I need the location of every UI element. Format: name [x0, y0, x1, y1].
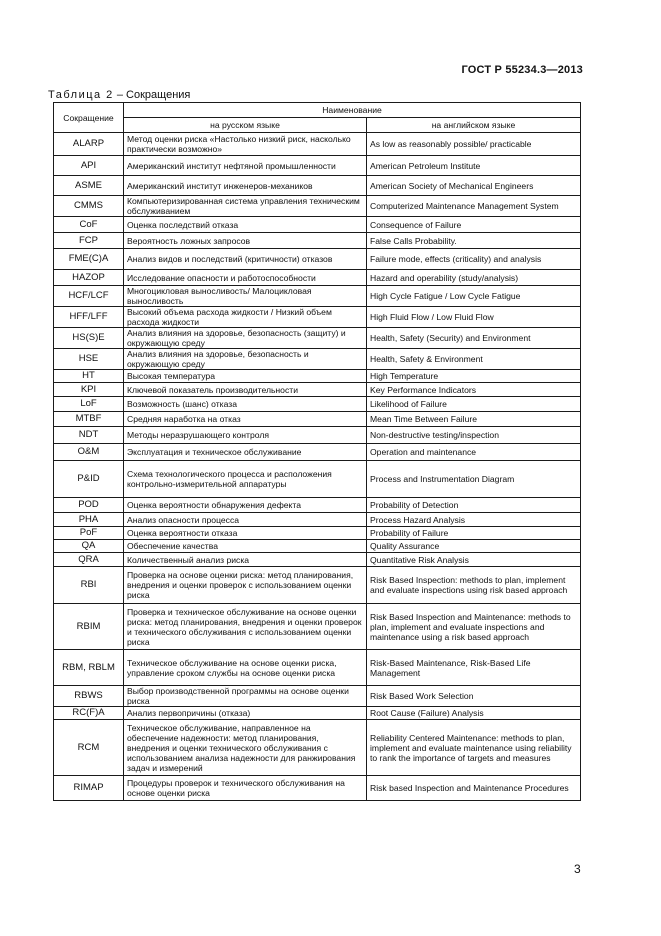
abbreviation-cell: RBIM — [54, 604, 124, 650]
table-row — [54, 176, 581, 196]
table-row — [54, 686, 581, 707]
russian-name-cell: Количественный анализ риска — [124, 553, 367, 567]
english-name-cell: Non-destructive testing/inspection — [367, 427, 581, 444]
header-abbreviation: Сокращение — [54, 103, 124, 133]
table-row — [54, 156, 581, 176]
table-row — [54, 249, 581, 270]
abbreviation-cell: PHA — [54, 513, 124, 527]
russian-name-cell: Проверка на основе оценки риска: метод планирования, внедрения и оценки проверок с использованием оценки риска — [124, 567, 367, 604]
table-caption-label: Таблица 2 — [48, 89, 114, 101]
table-row — [54, 349, 581, 370]
standard-code: ГОСТ Р 55234.3—2013 — [461, 64, 583, 76]
table-row — [54, 133, 581, 156]
english-name-cell: Root Cause (Failure) Analysis — [367, 707, 581, 720]
russian-name-cell: Вероятность ложных запросов — [124, 233, 367, 249]
abbreviation-cell: RBM, RBLM — [54, 650, 124, 686]
table-row — [54, 498, 581, 513]
table-row — [54, 527, 581, 540]
table-row — [54, 650, 581, 686]
table-body — [54, 133, 581, 801]
table-row — [54, 776, 581, 801]
table-row — [54, 553, 581, 567]
abbreviation-cell: O&M — [54, 444, 124, 461]
abbreviation-cell: P&ID — [54, 461, 124, 498]
abbreviation-cell: HAZOP — [54, 270, 124, 286]
english-name-cell: Health, Safety & Environment — [367, 349, 581, 370]
table-row — [54, 513, 581, 527]
russian-name-cell: Техническое обслуживание, направленное на обеспечение надежности: метод планирования, внедрения и оценки технического обслуживания с использованием анализа надежности для ранжирования задач и измерений — [124, 720, 367, 776]
russian-name-cell: Анализ первопричины (отказа) — [124, 707, 367, 720]
abbreviation-cell: HS(S)E — [54, 328, 124, 349]
abbreviation-cell: POD — [54, 498, 124, 513]
english-name-cell: Reliability Centered Maintenance: methods to plan, implement and evaluate maintenance using reliability to rank the importance of targets and measures — [367, 720, 581, 776]
abbreviations-table — [53, 102, 581, 801]
english-name-cell: Mean Time Between Failure — [367, 412, 581, 427]
russian-name-cell: Выбор производственной программы на основе оценки риска — [124, 686, 367, 707]
english-name-cell: Quantitative Risk Analysis — [367, 553, 581, 567]
english-name-cell: Operation and maintenance — [367, 444, 581, 461]
table-row — [54, 233, 581, 249]
russian-name-cell: Эксплуатация и техническое обслуживание — [124, 444, 367, 461]
russian-name-cell: Анализ опасности процесса — [124, 513, 367, 527]
russian-name-cell: Многоцикловая выносливость/ Малоцикловая выносливость — [124, 286, 367, 307]
table-row — [54, 707, 581, 720]
russian-name-cell: Схема технологического процесса и расположения контрольно-измерительной аппаратуры — [124, 461, 367, 498]
english-name-cell: Risk Based Inspection: methods to plan, implement and evaluate inspections using risk based approach — [367, 567, 581, 604]
abbreviation-cell: HSE — [54, 349, 124, 370]
abbreviation-cell: RCM — [54, 720, 124, 776]
russian-name-cell: Метод оценки риска «Настолько низкий риск, насколько практически возможно» — [124, 133, 367, 156]
table-row — [54, 217, 581, 233]
abbreviation-cell: KPI — [54, 383, 124, 397]
table-row — [54, 286, 581, 307]
abbreviation-cell: RC(F)A — [54, 707, 124, 720]
abbreviation-cell: HCF/LCF — [54, 286, 124, 307]
table-caption — [48, 89, 190, 101]
table-row — [54, 540, 581, 553]
abbreviation-cell: RBWS — [54, 686, 124, 707]
english-name-cell: Probability of Failure — [367, 527, 581, 540]
russian-name-cell: Методы неразрушающего контроля — [124, 427, 367, 444]
russian-name-cell: Процедуры проверок и технического обслуживания на основе оценки риска — [124, 776, 367, 801]
abbreviation-cell: QRA — [54, 553, 124, 567]
table-row — [54, 328, 581, 349]
russian-name-cell: Оценка вероятности отказа — [124, 527, 367, 540]
table-row — [54, 412, 581, 427]
russian-name-cell: Анализ влияния на здоровье, безопасность и окружающую среду — [124, 349, 367, 370]
russian-name-cell: Оценка вероятности обнаружения дефекта — [124, 498, 367, 513]
header-name: Наименование — [124, 103, 581, 118]
english-name-cell: Process Hazard Analysis — [367, 513, 581, 527]
english-name-cell: Computerized Maintenance Management System — [367, 196, 581, 217]
abbreviation-cell: FCP — [54, 233, 124, 249]
table-row — [54, 370, 581, 383]
english-name-cell: American Society of Mechanical Engineers — [367, 176, 581, 196]
page-number: 3 — [574, 862, 581, 876]
russian-name-cell: Обеспечение качества — [124, 540, 367, 553]
english-name-cell: Quality Assurance — [367, 540, 581, 553]
abbreviation-cell: RBI — [54, 567, 124, 604]
english-name-cell: American Petroleum Institute — [367, 156, 581, 176]
abbreviation-cell: NDT — [54, 427, 124, 444]
english-name-cell: Hazard and operability (study/analysis) — [367, 270, 581, 286]
abbreviation-cell: CoF — [54, 217, 124, 233]
russian-name-cell: Оценка последствий отказа — [124, 217, 367, 233]
abbreviation-cell: HFF/LFF — [54, 307, 124, 328]
table-row — [54, 383, 581, 397]
abbreviation-cell: LoF — [54, 397, 124, 412]
table-row — [54, 427, 581, 444]
russian-name-cell: Ключевой показатель производительности — [124, 383, 367, 397]
table-row — [54, 196, 581, 217]
english-name-cell: High Temperature — [367, 370, 581, 383]
english-name-cell: Probability of Detection — [367, 498, 581, 513]
abbreviation-cell: MTBF — [54, 412, 124, 427]
russian-name-cell: Высокая температура — [124, 370, 367, 383]
table-caption-title: – Сокращения — [116, 89, 191, 101]
abbreviation-cell: CMMS — [54, 196, 124, 217]
english-name-cell: Key Performance Indicators — [367, 383, 581, 397]
russian-name-cell: Анализ видов и последствий (критичности) отказов — [124, 249, 367, 270]
table-row — [54, 604, 581, 650]
header-russian: на русском языке — [124, 118, 367, 133]
abbreviation-cell: FME(C)A — [54, 249, 124, 270]
russian-name-cell: Американский институт инженеров-механиков — [124, 176, 367, 196]
table-row — [54, 307, 581, 328]
abbreviation-cell: ASME — [54, 176, 124, 196]
english-name-cell: Risk based Inspection and Maintenance Procedures — [367, 776, 581, 801]
abbreviation-cell: QA — [54, 540, 124, 553]
english-name-cell: High Cycle Fatigue / Low Cycle Fatigue — [367, 286, 581, 307]
abbreviation-cell: PoF — [54, 527, 124, 540]
abbreviation-cell: API — [54, 156, 124, 176]
english-name-cell: Consequence of Failure — [367, 217, 581, 233]
russian-name-cell: Компьютеризированная система управления техническим обслуживанием — [124, 196, 367, 217]
abbreviation-cell: HT — [54, 370, 124, 383]
table-row — [54, 444, 581, 461]
table-row — [54, 720, 581, 776]
english-name-cell: Risk Based Inspection and Maintenance: methods to plan, implement and evaluate inspections and maintenance using a risk based approach — [367, 604, 581, 650]
abbreviation-cell: RIMAP — [54, 776, 124, 801]
russian-name-cell: Возможность (шанс) отказа — [124, 397, 367, 412]
english-name-cell: Failure mode, effects (criticality) and analysis — [367, 249, 581, 270]
english-name-cell: Health, Safety (Security) and Environment — [367, 328, 581, 349]
russian-name-cell: Анализ влияния на здоровье, безопасность (защиту) и окружающую среду — [124, 328, 367, 349]
russian-name-cell: Средняя наработка на отказ — [124, 412, 367, 427]
table-row — [54, 397, 581, 412]
english-name-cell: High Fluid Flow / Low Fluid Flow — [367, 307, 581, 328]
table-row — [54, 567, 581, 604]
english-name-cell: Risk-Based Maintenance, Risk-Based Life Management — [367, 650, 581, 686]
table-row — [54, 461, 581, 498]
english-name-cell: False Calls Probability. — [367, 233, 581, 249]
header-english: на английском языке — [367, 118, 581, 133]
russian-name-cell: Проверка и техническое обслуживание на основе оценки риска: метод планирования, внедрения и оценки проверок и технического обслуживания с использованием оценки риска — [124, 604, 367, 650]
russian-name-cell: Высокий объема расхода жидкости / Низкий объем расхода жидкости — [124, 307, 367, 328]
english-name-cell: Risk Based Work Selection — [367, 686, 581, 707]
english-name-cell: As low as reasonably possible/ practicable — [367, 133, 581, 156]
russian-name-cell: Американский институт нефтяной промышленности — [124, 156, 367, 176]
table-row — [54, 270, 581, 286]
english-name-cell: Likelihood of Failure — [367, 397, 581, 412]
russian-name-cell: Техническое обслуживание на основе оценки риска, управление сроком службы на основе оценки риска — [124, 650, 367, 686]
russian-name-cell: Исследование опасности и работоспособности — [124, 270, 367, 286]
abbreviation-cell: ALARP — [54, 133, 124, 156]
english-name-cell: Process and Instrumentation Diagram — [367, 461, 581, 498]
